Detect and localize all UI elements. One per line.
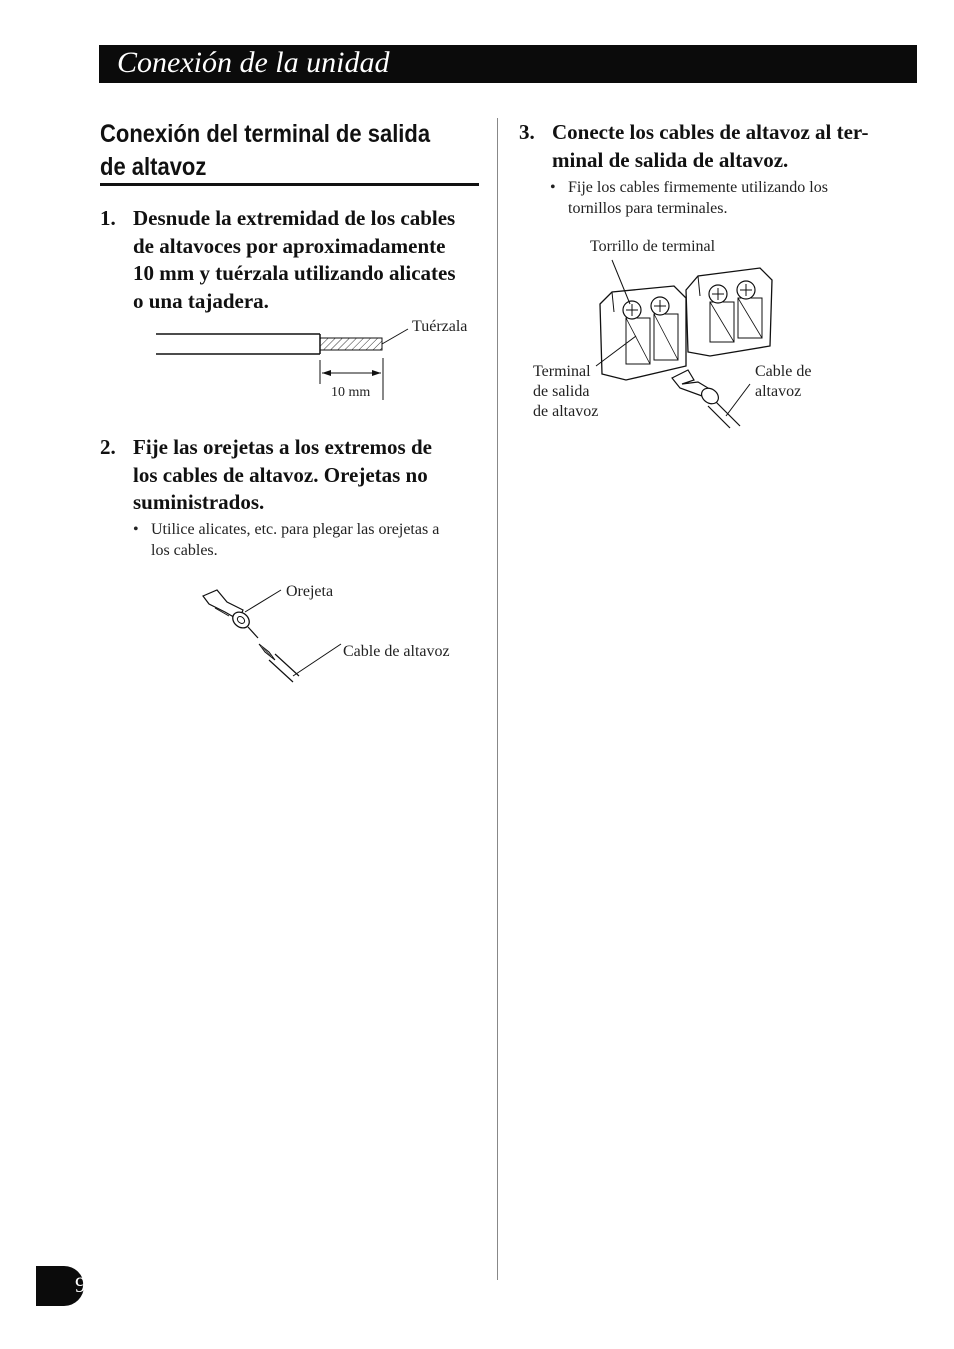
bullet-marker: • (550, 179, 556, 196)
twist-leader-line (382, 329, 408, 344)
speaker-terminal-illustration (590, 256, 790, 432)
cable-label-line: Cable de (755, 363, 812, 380)
bullet-line: Fije los cables firmemente utilizando los (568, 179, 828, 196)
terminal-label-line: Terminal (533, 363, 591, 380)
terminal-label-line: de altavoz (533, 403, 599, 420)
bullet-line: Utilice alicates, etc. para plegar las orejetas a (151, 521, 440, 538)
speaker-cable-label (755, 362, 811, 402)
step-2 (100, 434, 490, 518)
page-number: 9 (75, 1272, 86, 1297)
step-1-number: 1. (100, 206, 116, 230)
cable-insulation-bottom (269, 660, 293, 682)
screw-label: Torrillo de terminal (590, 238, 716, 255)
step-1-line: 10 mm y tuérzala utilizando alicates (133, 261, 456, 285)
step-2-text (133, 434, 432, 517)
step-1-text (133, 205, 456, 315)
bullet-line: tornillos para terminales. (568, 200, 728, 217)
section-title (100, 118, 434, 184)
bullet-line: los cables. (151, 542, 218, 559)
step-3-line: Conecte los cables de altavoz al ter- (552, 120, 869, 144)
step-1 (100, 205, 490, 317)
cable-insulation-top (275, 654, 299, 676)
lug-leader-line (245, 590, 281, 612)
step-2-bullet (133, 519, 483, 563)
stripped-wire-illustration (150, 318, 410, 408)
step-1-line: o una tajadera. (133, 288, 269, 313)
bullet-marker: • (133, 521, 139, 538)
step-3-bullet-text (568, 177, 828, 219)
step-2-bullet-text (151, 519, 439, 561)
cable-leader-line (726, 384, 750, 416)
front-terminal-block (600, 286, 686, 380)
step-3-bullet (550, 177, 890, 221)
step-3-number: 3. (519, 120, 535, 144)
twist-label: Tuérzala (412, 318, 468, 335)
terminal-label (533, 362, 598, 422)
step-1-line: de altavoces por aproximadamente (133, 233, 446, 258)
rear-terminal-block (686, 268, 772, 356)
step-3 (519, 119, 919, 175)
step-2-number: 2. (100, 435, 116, 459)
step-2-line: los cables de altavoz. Orejetas no (133, 462, 428, 487)
cable-label-line: altavoz (755, 383, 802, 400)
section-title-line-2: de altavoz (100, 153, 207, 181)
twisted-conductor (320, 338, 382, 350)
step-2-line: Fije las orejetas a los extremos de (133, 435, 432, 459)
section-title-line-1: Conexión del terminal de salida (100, 120, 431, 148)
cable-label: Cable de altavoz (343, 643, 450, 660)
section-title-rule (100, 183, 479, 186)
step-2-line: suministrados. (133, 490, 265, 514)
header-title: Conexión de la unidad (117, 46, 390, 79)
terminal-lug-and-cable (672, 370, 740, 428)
page-header (99, 45, 917, 83)
step-3-text (552, 119, 868, 174)
lug-label: Orejeta (286, 583, 334, 600)
cable-leader-line (293, 644, 341, 676)
step-1-line: Desnude la extremidad de los cables (133, 206, 456, 230)
column-divider (497, 118, 498, 1280)
step-3-line: minal de salida de altavoz. (552, 147, 789, 172)
terminal-label-line: de salida (533, 383, 590, 400)
length-label: 10 mm (331, 385, 371, 400)
